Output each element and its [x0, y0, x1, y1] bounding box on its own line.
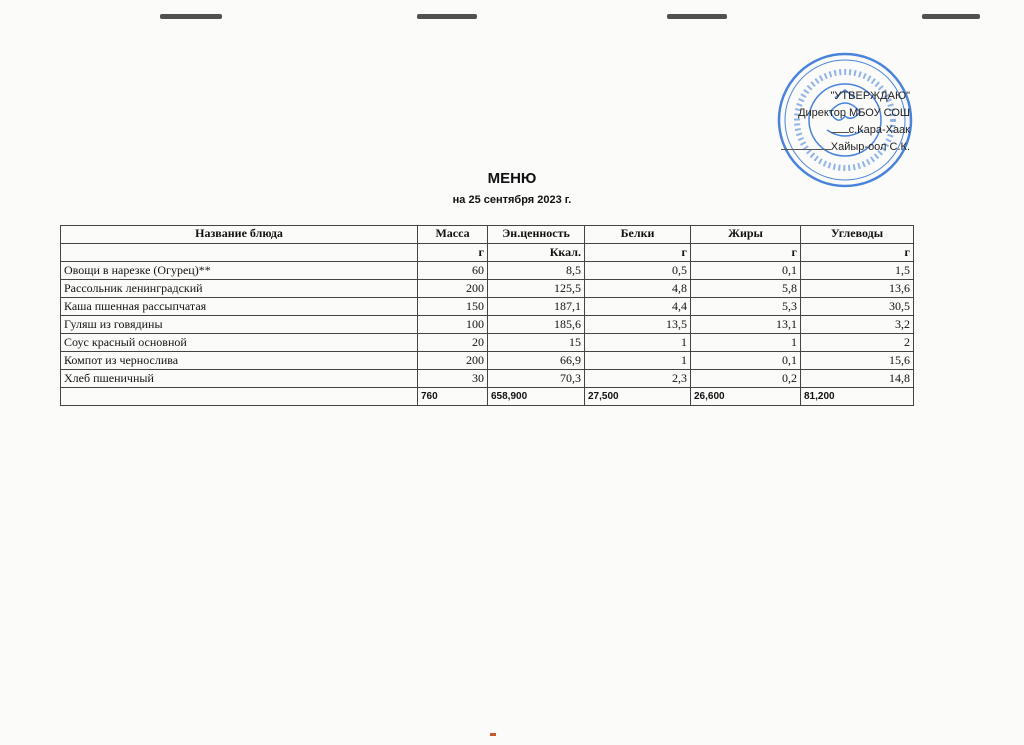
unit-cell: г	[418, 244, 488, 262]
unit-cell: Ккал.	[488, 244, 585, 262]
column-header: Жиры	[691, 226, 801, 244]
totals-row	[61, 388, 914, 406]
column-header: Название блюда	[61, 226, 418, 244]
value-cell: 5,3	[691, 298, 801, 316]
value-cell: 60	[418, 262, 488, 280]
table-row	[61, 334, 914, 352]
value-cell: 14,8	[801, 370, 914, 388]
approval-signatory: Хайыр-оол С.К.	[830, 141, 910, 153]
value-cell: 13,5	[585, 316, 691, 334]
table-row	[61, 298, 914, 316]
value-cell: 70,3	[488, 370, 585, 388]
approval-heading: "УТВЕРЖДАЮ"	[830, 90, 910, 102]
value-cell: 1	[691, 334, 801, 352]
value-cell: 30	[418, 370, 488, 388]
dish-name-cell: Каша пшенная рассыпчатая	[61, 298, 418, 316]
table-row	[61, 262, 914, 280]
value-cell: 200	[418, 280, 488, 298]
totals-cell: 26,600	[691, 388, 801, 406]
table-row	[61, 316, 914, 334]
menu-table	[60, 225, 914, 406]
value-cell: 4,8	[585, 280, 691, 298]
totals-cell: 27,500	[585, 388, 691, 406]
value-cell: 1,5	[801, 262, 914, 280]
unit-cell: г	[801, 244, 914, 262]
value-cell: 20	[418, 334, 488, 352]
column-header: Белки	[585, 226, 691, 244]
value-cell: 15	[488, 334, 585, 352]
value-cell: 5,8	[691, 280, 801, 298]
table-row	[61, 370, 914, 388]
value-cell: 8,5	[488, 262, 585, 280]
totals-cell	[61, 388, 418, 406]
scan-artifact	[160, 14, 222, 19]
value-cell: 185,6	[488, 316, 585, 334]
totals-cell: 658,900	[488, 388, 585, 406]
scan-artifact	[922, 14, 980, 19]
table-units-row	[61, 244, 914, 262]
page-title: МЕНЮ	[487, 170, 537, 187]
value-cell: 100	[418, 316, 488, 334]
value-cell: 2	[801, 334, 914, 352]
dish-name-cell: Хлеб пшеничный	[61, 370, 418, 388]
value-cell: 0,5	[585, 262, 691, 280]
table-row	[61, 280, 914, 298]
value-cell: 150	[418, 298, 488, 316]
unit-cell	[61, 244, 418, 262]
column-header: Эн.ценность	[488, 226, 585, 244]
value-cell: 200	[418, 352, 488, 370]
value-cell: 30,5	[801, 298, 914, 316]
page-subtitle: на 25 сентября 2023 г.	[452, 194, 572, 206]
value-cell: 187,1	[488, 298, 585, 316]
scan-artifact	[667, 14, 727, 19]
scan-artifact	[417, 14, 477, 19]
value-cell: 1	[585, 352, 691, 370]
unit-cell: г	[585, 244, 691, 262]
approval-school: с.Кара-Хаак	[848, 124, 910, 136]
table-header-row	[61, 226, 914, 244]
value-cell: 2,3	[585, 370, 691, 388]
value-cell: 0,1	[691, 262, 801, 280]
value-cell: 4,4	[585, 298, 691, 316]
value-cell: 66,9	[488, 352, 585, 370]
dish-name-cell: Компот из чернослива	[61, 352, 418, 370]
value-cell: 3,2	[801, 316, 914, 334]
value-cell: 125,5	[488, 280, 585, 298]
approval-block	[760, 88, 910, 156]
column-header: Углеводы	[801, 226, 914, 244]
unit-cell: г	[691, 244, 801, 262]
value-cell: 13,6	[801, 280, 914, 298]
dish-name-cell: Рассольник ленинградский	[61, 280, 418, 298]
scan-artifact	[490, 733, 496, 736]
value-cell: 0,2	[691, 370, 801, 388]
dish-name-cell: Соус красный основной	[61, 334, 418, 352]
column-header: Масса	[418, 226, 488, 244]
approval-position: Директор МБОУ СОШ	[798, 107, 910, 119]
dish-name-cell: Гуляш из говядины	[61, 316, 418, 334]
table-row	[61, 352, 914, 370]
value-cell: 1	[585, 334, 691, 352]
dish-name-cell: Овощи в нарезке (Огурец)**	[61, 262, 418, 280]
totals-cell: 760	[418, 388, 488, 406]
value-cell: 13,1	[691, 316, 801, 334]
totals-cell: 81,200	[801, 388, 914, 406]
value-cell: 0,1	[691, 352, 801, 370]
value-cell: 15,6	[801, 352, 914, 370]
